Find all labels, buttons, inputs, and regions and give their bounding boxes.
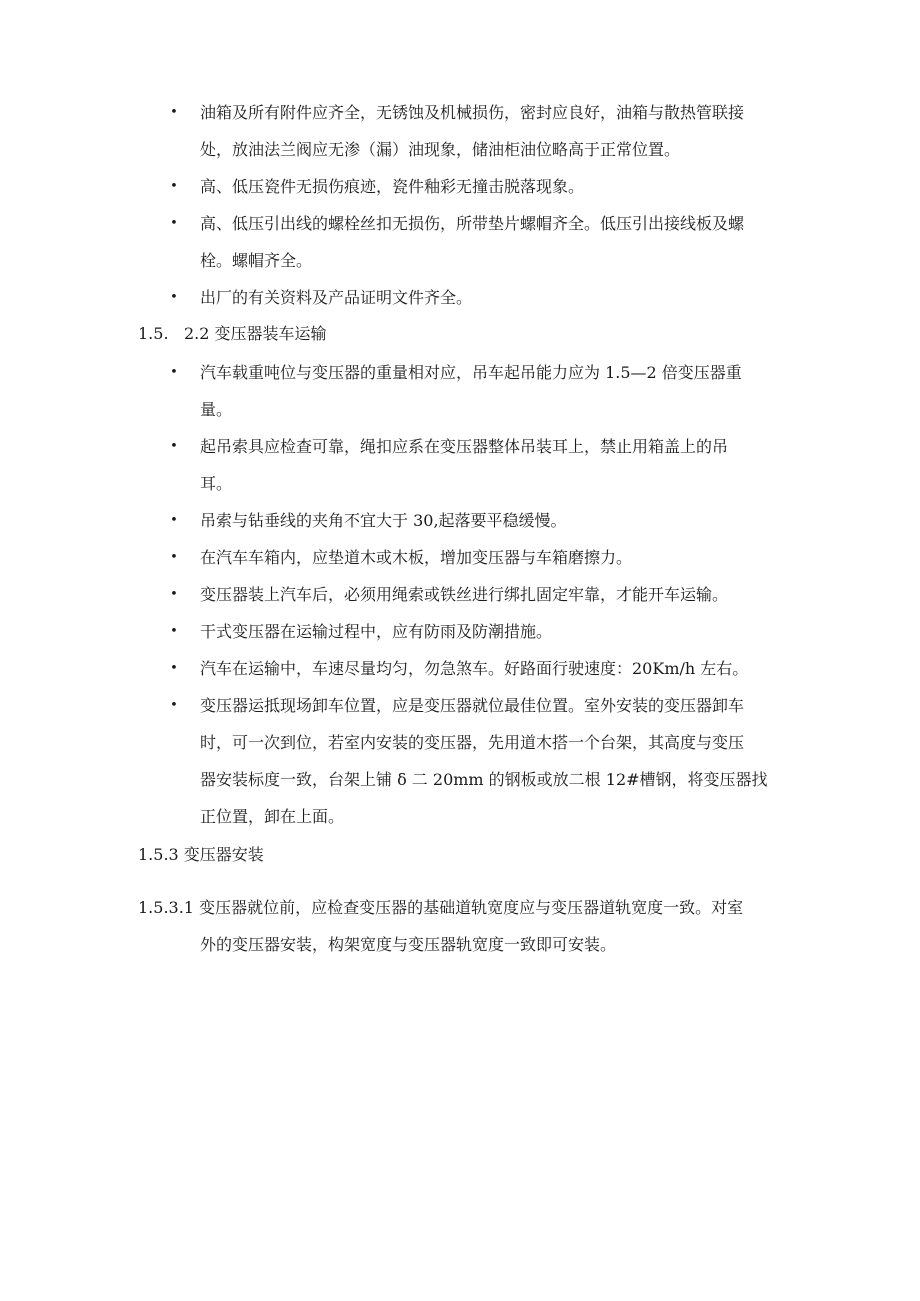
section-number: 1.5. bbox=[138, 324, 169, 343]
list-item-line: 时，可一次到位，若室内安装的变压器，先用道木搭一个台架，其高度与变压 bbox=[200, 733, 745, 752]
bullet-icon: • bbox=[170, 179, 178, 194]
bullet-icon: • bbox=[170, 698, 178, 713]
list-item bbox=[0, 279, 920, 316]
list-item bbox=[0, 205, 920, 279]
paragraph-1531 bbox=[138, 889, 778, 963]
list-item-line: 耳。 bbox=[200, 474, 233, 493]
paragraph-line: 1.5.3.1 变压器就位前，应检查变压器的基础道轨宽度应与变压器道轨宽度一致。对室 bbox=[138, 898, 744, 917]
list-item-line: 在汽车车箱内，应垫道木或木板，增加变压器与车箱磨擦力。 bbox=[200, 548, 633, 567]
list-item bbox=[0, 354, 920, 428]
list-item-line: 汽车在运输中，车速尽量均匀，勿急煞车。好路面行驶速度：20Km/h 左右。 bbox=[200, 659, 749, 678]
bullet-icon: • bbox=[170, 216, 178, 231]
list-item bbox=[0, 168, 920, 205]
transport-checklist bbox=[0, 354, 920, 835]
list-item bbox=[0, 94, 920, 168]
bullet-icon: • bbox=[170, 513, 178, 528]
list-item-line: 变压器运抵现场卸车位置，应是变压器就位最佳位置。室外安装的变压器卸车 bbox=[200, 696, 745, 715]
section-heading-transport bbox=[138, 322, 327, 346]
section-title: 2.2 变压器装车运输 bbox=[184, 324, 327, 343]
bullet-icon: • bbox=[170, 661, 178, 676]
bullet-icon: • bbox=[170, 550, 178, 565]
list-item bbox=[0, 687, 920, 835]
inspection-checklist bbox=[0, 94, 920, 316]
section-title: 1.5.3 变压器安装 bbox=[138, 845, 264, 864]
bullet-icon: • bbox=[170, 290, 178, 305]
section-heading-installation bbox=[138, 843, 264, 867]
list-item bbox=[0, 576, 920, 613]
list-item-line: 栓。螺帽齐全。 bbox=[200, 251, 313, 270]
list-item-line: 高、低压瓷件无损伤痕迹，瓷件釉彩无撞击脱落现象。 bbox=[200, 177, 585, 196]
list-item-line: 起吊索具应检查可靠，绳扣应系在变压器整体吊装耳上，禁止用箱盖上的吊 bbox=[200, 437, 729, 456]
list-item bbox=[0, 539, 920, 576]
list-item-line: 汽车载重吨位与变压器的重量相对应，吊车起吊能力应为 1.5—2 倍变压器重 bbox=[200, 363, 742, 382]
bullet-icon: • bbox=[170, 587, 178, 602]
list-item-line: 干式变压器在运输过程中，应有防雨及防潮措施。 bbox=[200, 622, 553, 641]
list-item-line: 油箱及所有附件应齐全，无锈蚀及机械损伤，密封应良好，油箱与散热管联接 bbox=[200, 103, 745, 122]
list-item-line: 量。 bbox=[200, 400, 233, 419]
list-item-line: 高、低压引出线的螺栓丝扣无损伤，所带垫片螺帽齐全。低压引出接线板及螺 bbox=[200, 214, 745, 233]
bullet-icon: • bbox=[170, 624, 178, 639]
list-item-line: 出厂的有关资料及产品证明文件齐全。 bbox=[200, 288, 473, 307]
list-item bbox=[0, 650, 920, 687]
paragraph-line: 外的变压器安装，构架宽度与变压器轨宽度一致即可安装。 bbox=[200, 935, 617, 954]
bullet-icon: • bbox=[170, 105, 178, 120]
list-item-line: 处，放油法兰阀应无渗（漏）油现象，储油柜油位略高于正常位置。 bbox=[200, 140, 681, 159]
list-item bbox=[0, 502, 920, 539]
list-item bbox=[0, 613, 920, 650]
list-item-line: 吊索与钻垂线的夹角不宜大于 30,起落要平稳缓慢。 bbox=[200, 511, 567, 530]
list-item bbox=[0, 428, 920, 502]
list-item-line: 器安装标度一致，台架上铺 δ 二 20mm 的钢板或放二根 12#槽钢，将变压器找 bbox=[200, 770, 768, 789]
list-item-line: 变压器装上汽车后，必须用绳索或铁丝进行绑扎固定牢靠，才能开车运输。 bbox=[200, 585, 729, 604]
list-item-line: 正位置，卸在上面。 bbox=[200, 807, 345, 826]
bullet-icon: • bbox=[170, 439, 178, 454]
bullet-icon: • bbox=[170, 365, 178, 380]
